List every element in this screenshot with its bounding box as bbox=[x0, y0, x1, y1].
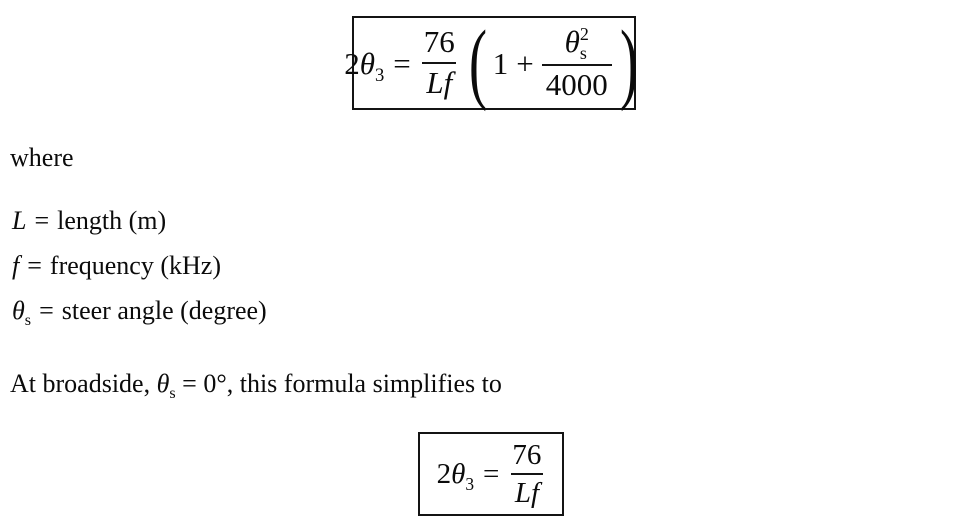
equation-box-general bbox=[344, 13, 638, 112]
equals-sign: = bbox=[39, 296, 54, 325]
theta-symbol: θ bbox=[156, 369, 170, 398]
definition-text: steer angle (degree) bbox=[61, 296, 267, 325]
plus-sign: + bbox=[516, 45, 534, 81]
fraction-76-over-Lf bbox=[508, 439, 545, 510]
equals-sign: = bbox=[34, 206, 50, 235]
fraction-numerator-theta bbox=[561, 24, 593, 64]
equation-box-simplified bbox=[418, 432, 564, 516]
theta-superscript-2: 2 bbox=[579, 23, 589, 44]
symbol-L: L bbox=[12, 206, 27, 235]
theta-symbol: θ bbox=[564, 24, 580, 60]
symbol-theta: θ bbox=[12, 296, 25, 325]
coefficient: 2 bbox=[344, 45, 360, 81]
theta-sup-sub-stack bbox=[580, 25, 589, 63]
broadside-sentence bbox=[10, 368, 502, 403]
symbol-theta-subscript: s bbox=[24, 312, 32, 330]
equation-general: $2\theta_3$ = $\frac{76}{Lf}$ ( 1 + θ 2 s 4000 ) bbox=[344, 13, 638, 112]
coefficient: 2 bbox=[436, 457, 452, 490]
theta-subscript-3: 3 bbox=[465, 473, 475, 494]
theta-subscript-s: s bbox=[169, 385, 176, 403]
fraction-numerator: 76 bbox=[512, 438, 542, 471]
equation-lhs bbox=[436, 457, 475, 494]
definition-steer-angle bbox=[12, 288, 267, 333]
theta-squared-sub-s bbox=[565, 24, 589, 62]
theta-subscript-s: s bbox=[579, 42, 587, 63]
sentence-part2: = 0°, this formula simplifies to bbox=[175, 369, 502, 398]
sentence-part1: At broadside, bbox=[10, 369, 157, 398]
fraction-theta-over-4000 bbox=[542, 24, 612, 102]
fraction-denominator: Lf bbox=[511, 473, 543, 509]
definition-text: length (m) bbox=[57, 206, 167, 235]
equation-simplified bbox=[437, 439, 546, 510]
symbol-f: f bbox=[12, 251, 20, 280]
equals-sign: = bbox=[27, 251, 42, 280]
fraction-denominator: Lf bbox=[422, 62, 456, 101]
term-one: 1 bbox=[492, 45, 509, 81]
theta-symbol: θ bbox=[451, 457, 466, 490]
definition-frequency bbox=[12, 243, 267, 288]
where-label: where bbox=[10, 143, 74, 172]
fraction-denominator-4000: 4000 bbox=[542, 64, 612, 103]
theta-subscript-3: 3 bbox=[375, 64, 385, 86]
equation-lhs bbox=[344, 45, 385, 86]
equals-sign: = bbox=[393, 45, 411, 81]
fraction-numerator: 76 bbox=[423, 24, 455, 60]
theta-symbol: θ bbox=[359, 45, 375, 81]
definition-length bbox=[12, 198, 267, 243]
fraction-76-over-Lf bbox=[420, 25, 459, 100]
equals-sign: = bbox=[483, 457, 500, 490]
definition-text: frequency (kHz) bbox=[49, 251, 221, 280]
definition-list bbox=[12, 198, 267, 333]
